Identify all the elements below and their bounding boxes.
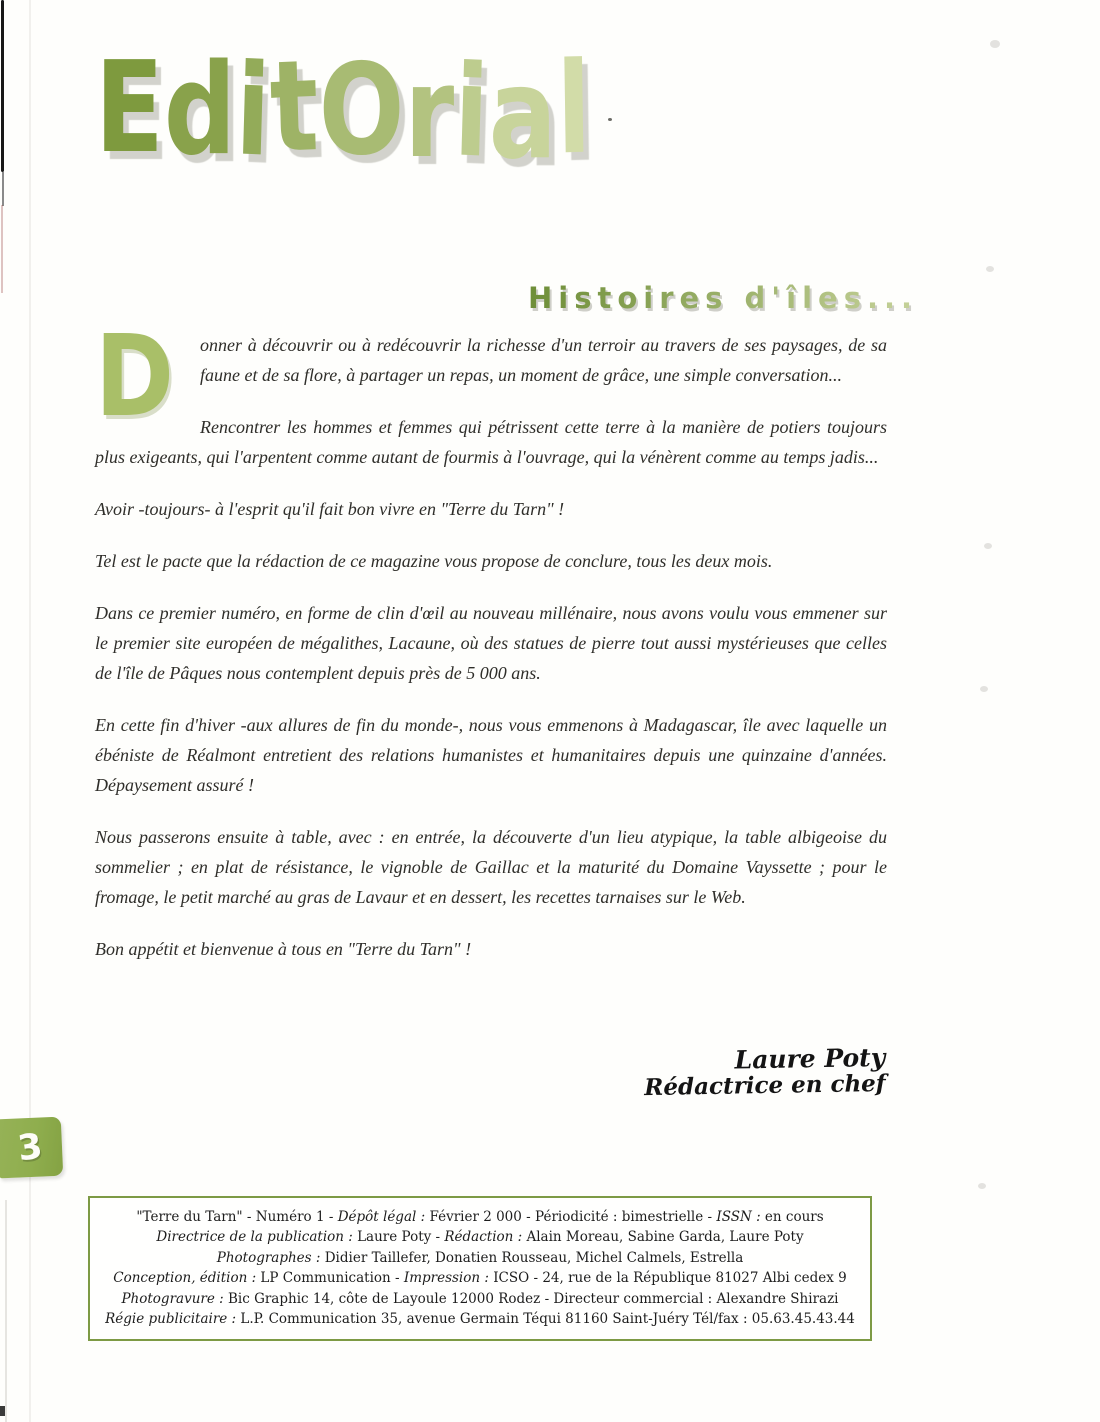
footer-credits-box	[88, 1196, 872, 1341]
scan-speck	[984, 543, 992, 549]
title-letter: r	[404, 39, 455, 186]
scan-edge-red-line	[1, 205, 3, 293]
paragraph: Tel est le pacte que la rédaction de ce magazine vous propose de conclure, tous les deux mois.	[95, 551, 773, 571]
title-letter: d	[163, 36, 237, 183]
title-letter: l	[555, 34, 593, 183]
paragraph: Avoir -toujours- à l'esprit qu'il fait bon vivre en "Terre du Tarn" !	[95, 499, 565, 519]
title-letter: i	[452, 37, 491, 186]
scan-edge-lower-line	[5, 1200, 7, 1422]
signature-block	[643, 1044, 885, 1101]
footer-line: "Terre du Tarn" - Numéro 1 - Dépôt légal : Février 2 000 - Périodicité : bimestrielle - ISSN : en cours	[136, 1209, 824, 1225]
page-title	[95, 31, 593, 187]
signature-name: Laure Poty	[733, 1042, 886, 1075]
footer-line: Photographes : Didier Taillefer, Donatien Rousseau, Michel Calmels, Estrella	[216, 1249, 744, 1266]
title-letter: i	[233, 36, 273, 185]
paragraph: Rencontrer les hommes et femmes qui pétrissent cette terre à la manière de potiers toujours plus exigeants, qui l'arpentent comme autant de fourmis à l'ouvrage, qui la vénèrent comme au temps jadis...	[95, 417, 887, 467]
ink-dot	[608, 118, 612, 121]
footer-line: Photogravure : Bic Graphic 14, côte de Layoule 12000 Rodez - Directeur commercial : Alexandre Shirazi	[121, 1290, 839, 1307]
scan-speck	[978, 1183, 986, 1189]
page-subtitle: Histoires d'îles...	[528, 281, 919, 315]
signature-role: Rédactrice en chef	[643, 1069, 886, 1102]
paragraph-text: onner à découvrir ou à redécouvrir la richesse d'un terroir au travers de ses paysages, de sa faune et de sa flore, à partager un repas, un moment de grâce, une simple conversation...	[199, 335, 887, 385]
scan-edge-line-tail	[2, 172, 4, 206]
scan-edge-dot	[0, 1406, 5, 1416]
page-number-tab	[0, 1117, 63, 1179]
paragraph: Dans ce premier numéro, en forme de clin d'œil au nouveau millénaire, nous avons voulu vous emmener sur le premier site européen de mégalithes, Lacaune, où des statues de pierre tout aussi mystérieuses que celles de l'île de Pâques nous contemplent depuis près de 5 000 ans.	[95, 603, 887, 683]
footer-lines	[100, 1207, 860, 1329]
paragraph: En cette fin d'hiver -aux allures de fin du monde-, nous vous emmenons à Madagascar, île avec laquelle un ébéniste de Réalmont entretient des relations humanistes et humanitaires depuis une quinzaine d'années. Dépaysement assuré !	[95, 715, 887, 795]
title-letter: a	[488, 40, 557, 187]
page-number: 3	[15, 1126, 45, 1169]
footer-line: Directrice de la publication : Laure Poty - Rédaction : Alain Moreau, Sabine Garda, Laure Poty	[156, 1229, 804, 1246]
footer-line: Conception, édition : LP Communication - Impression : ICSO - 24, rue de la République 81027 Albi cedex 9	[113, 1270, 847, 1287]
page-crease	[29, 0, 31, 1422]
scan-speck	[980, 686, 988, 692]
footer-line: Régie publicitaire : L.P. Communication 35, avenue Germain Téqui 81160 Saint-Juéry Tél/fax : 05.63.45.43.44	[105, 1311, 855, 1328]
title-letter: E	[95, 34, 164, 181]
scan-speck	[990, 40, 1000, 48]
paragraph: Nous passerons ensuite à table, avec : en entrée, la découverte d'un lieu atypique, la table albigeoise du sommelier ; en plat de résistance, le vignoble de Gaillac et la maturité du Domaine Vayssette ; pour le fromage, le petit marché au gras de Lavaur et en dessert, les recettes tarnaises sur le Web.	[95, 827, 887, 907]
title-letter: O	[318, 36, 405, 183]
editorial-body	[95, 312, 887, 986]
paragraph: Bon appétit et bienvenue à tous en "Terre du Tarn" !	[95, 939, 472, 959]
scan-speck	[986, 266, 994, 272]
dropcap-letter: D	[95, 312, 175, 442]
scan-edge-line	[1, 0, 4, 172]
title-letter: t	[268, 31, 321, 182]
